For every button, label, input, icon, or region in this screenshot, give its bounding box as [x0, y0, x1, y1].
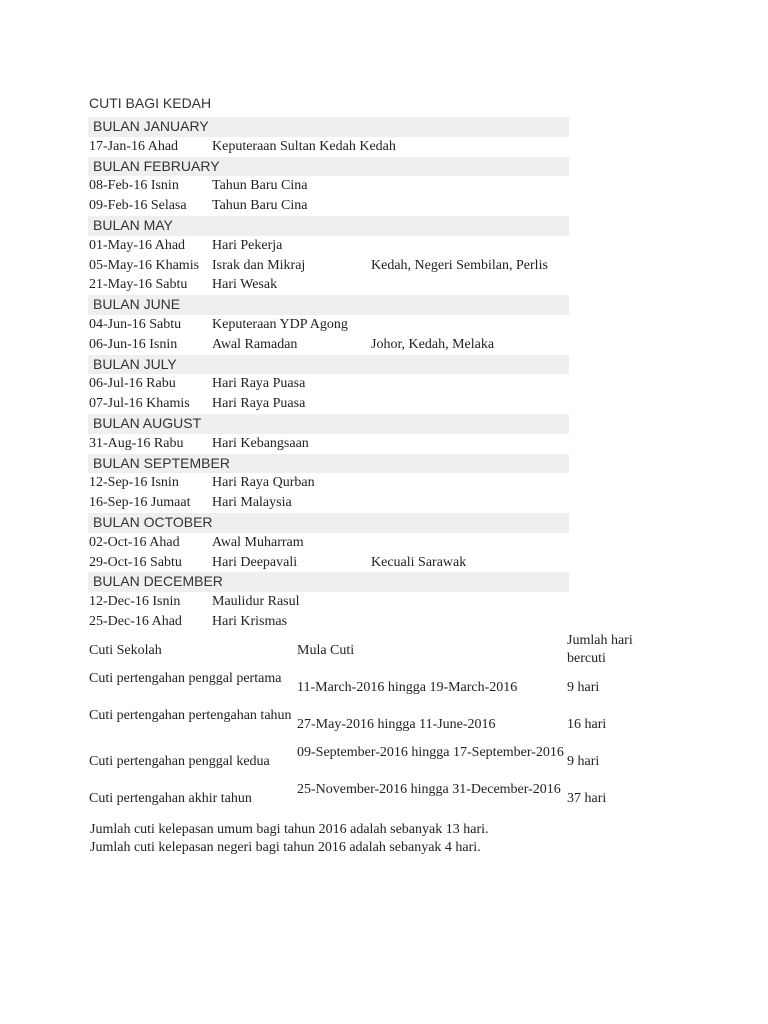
school-holiday-period: 11-March-2016 hingga 19-March-2016	[297, 680, 518, 695]
holiday-name: Tahun Baru Cina	[212, 178, 308, 194]
holiday-date: 05-May-16 Khamis	[89, 257, 200, 273]
holiday-name: Keputeraan Sultan Kedah Kedah	[212, 138, 396, 154]
school-holiday-period: 09-September-2016 hingga 17-September-2016	[297, 745, 564, 760]
table-row	[88, 670, 668, 707]
holiday-row	[88, 176, 569, 196]
holiday-date: 02-Oct-16 Ahad	[89, 534, 180, 550]
school-holiday-table	[88, 632, 668, 819]
holiday-date: 31-Aug-16 Rabu	[89, 435, 184, 451]
holiday-name: Awal Ramadan	[212, 336, 298, 352]
column-header: Cuti Sekolah	[89, 643, 162, 658]
holiday-row	[88, 196, 569, 216]
school-holiday-name: Cuti pertengahan pertengahan tahun	[89, 708, 292, 723]
holiday-name: Hari Deepavali	[212, 554, 298, 570]
holiday-row	[88, 335, 569, 355]
holiday-name: Hari Raya Puasa	[212, 396, 306, 412]
holiday-name: Hari Wesak	[212, 277, 278, 293]
school-table-header	[88, 632, 668, 670]
school-holiday-days: 9 hari	[567, 680, 600, 695]
month-header: BULAN JUNE	[88, 295, 569, 315]
school-holiday-name: Cuti pertengahan penggal kedua	[89, 754, 270, 769]
table-row	[88, 781, 668, 819]
month-header: BULAN MAY	[88, 216, 569, 236]
holiday-row	[88, 533, 569, 553]
holiday-date: 21-May-16 Sabtu	[89, 277, 188, 293]
holiday-date: 29-Oct-16 Sabtu	[89, 554, 182, 570]
holiday-states: Kecuali Sarawak	[371, 554, 467, 570]
school-holiday-period: 27-May-2016 hingga 11-June-2016	[297, 717, 496, 732]
column-header: Mula Cuti	[297, 643, 355, 658]
holiday-name: Hari Raya Puasa	[212, 376, 306, 392]
holiday-date: 25-Dec-16 Ahad	[89, 613, 182, 629]
holiday-row	[88, 256, 569, 276]
holiday-row	[88, 394, 569, 414]
school-holiday-name: Cuti pertengahan penggal pertama	[89, 671, 282, 686]
month-header: BULAN FEBRUARY	[88, 157, 569, 177]
summary-line: Jumlah cuti kelepasan negeri bagi tahun 2016 adalah sebanyak 4 hari.	[90, 840, 481, 855]
holiday-date: 07-Jul-16 Khamis	[89, 396, 190, 412]
holiday-name: Israk dan Mikraj	[212, 257, 306, 273]
holiday-date: 17-Jan-16 Ahad	[89, 138, 179, 154]
holiday-name: Tahun Baru Cina	[212, 198, 308, 214]
summary-notes	[90, 821, 489, 857]
month-header: BULAN JANUARY	[88, 117, 569, 137]
holiday-date: 04-Jun-16 Sabtu	[89, 316, 182, 332]
table-row	[88, 707, 668, 744]
holiday-row	[88, 592, 569, 612]
holiday-name: Hari Raya Qurban	[212, 475, 315, 491]
school-holiday-days: 37 hari	[567, 791, 607, 806]
holiday-date: 09-Feb-16 Selasa	[89, 198, 187, 214]
holiday-name: Keputeraan YDP Agong	[212, 316, 348, 332]
holiday-date: 06-Jul-16 Rabu	[89, 376, 176, 392]
holiday-row	[88, 137, 569, 157]
holiday-row	[88, 493, 569, 513]
holiday-row	[88, 553, 569, 573]
holiday-row	[88, 275, 569, 295]
holiday-row	[88, 434, 569, 454]
column-header: Jumlah hari bercuti	[567, 633, 633, 666]
month-header: BULAN AUGUST	[88, 414, 569, 434]
holiday-date: 12-Sep-16 Isnin	[89, 475, 179, 491]
holiday-name: Maulidur Rasul	[212, 594, 300, 610]
holiday-date: 16-Sep-16 Jumaat	[89, 495, 191, 511]
holiday-name: Hari Malaysia	[212, 495, 292, 511]
holiday-date: 08-Feb-16 Isnin	[89, 178, 179, 194]
month-header: BULAN SEPTEMBER	[88, 454, 569, 474]
holiday-states: Johor, Kedah, Melaka	[371, 336, 495, 352]
school-holiday-period: 25-November-2016 hingga 31-December-2016	[297, 782, 561, 797]
holiday-states: Kedah, Negeri Sembilan, Perlis	[371, 257, 548, 273]
holiday-list	[88, 117, 569, 632]
summary-line: Jumlah cuti kelepasan umum bagi tahun 2016 adalah sebanyak 13 hari.	[90, 822, 489, 837]
month-header: BULAN JULY	[88, 355, 569, 375]
holiday-date: 12-Dec-16 Isnin	[89, 594, 181, 610]
school-holiday-name: Cuti pertengahan akhir tahun	[89, 791, 252, 806]
holiday-row	[88, 236, 569, 256]
holiday-row	[88, 374, 569, 394]
month-header: BULAN DECEMBER	[88, 572, 569, 592]
holiday-name: Awal Muharram	[212, 534, 304, 550]
holiday-row	[88, 612, 569, 632]
school-holiday-days: 9 hari	[567, 754, 600, 769]
holiday-name: Hari Kebangsaan	[212, 435, 309, 451]
month-header: BULAN OCTOBER	[88, 513, 569, 533]
document-title: CUTI BAGI KEDAH	[89, 95, 212, 111]
school-holiday-days: 16 hari	[567, 717, 607, 732]
holiday-name: Hari Pekerja	[212, 237, 283, 253]
holiday-date: 06-Jun-16 Isnin	[89, 336, 178, 352]
table-row	[88, 744, 668, 781]
holiday-row	[88, 315, 569, 335]
holiday-row	[88, 473, 569, 493]
holiday-date: 01-May-16 Ahad	[89, 237, 186, 253]
holiday-name: Hari Krismas	[212, 613, 288, 629]
